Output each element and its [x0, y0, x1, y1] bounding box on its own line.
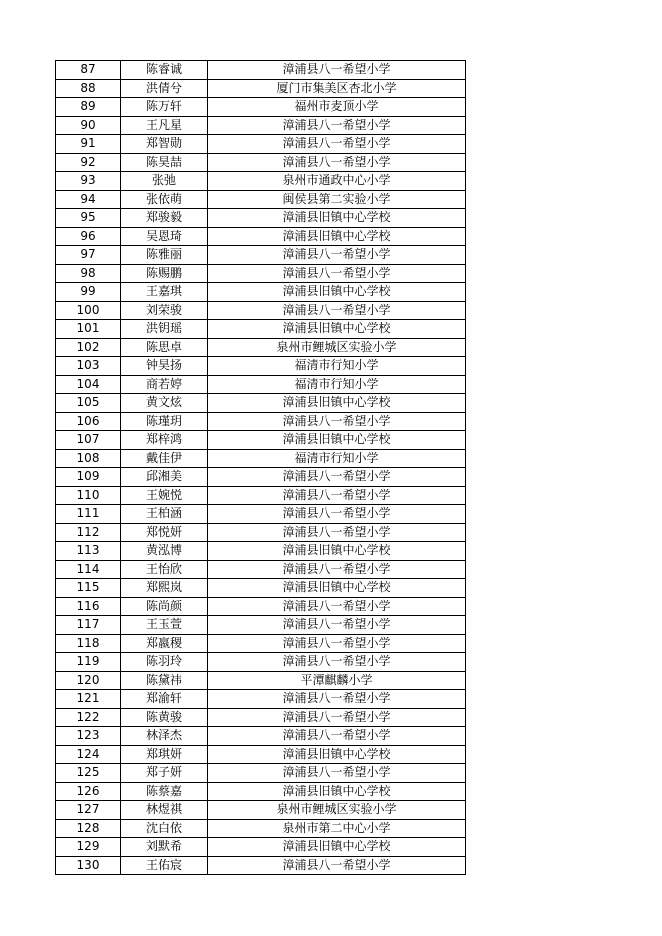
student-name: 戴佳伊: [121, 449, 208, 468]
row-number: 123: [56, 727, 121, 746]
row-number: 94: [56, 190, 121, 209]
table-row: [56, 79, 466, 98]
school-name: 漳浦县旧镇中心学校: [208, 542, 466, 561]
school-name: 泉州市第二中心小学: [208, 819, 466, 838]
student-name: 郑熙岚: [121, 579, 208, 598]
row-number: 115: [56, 579, 121, 598]
row-number: 124: [56, 745, 121, 764]
student-name: 钟昊扬: [121, 357, 208, 376]
row-number: 113: [56, 542, 121, 561]
school-name: 漳浦县八一希望小学: [208, 653, 466, 672]
student-name: 王玉萱: [121, 616, 208, 635]
student-name: 郑悦妍: [121, 523, 208, 542]
table-row: [56, 597, 466, 616]
row-number: 117: [56, 616, 121, 635]
table-row: [56, 172, 466, 191]
student-name: 陈蔡嘉: [121, 782, 208, 801]
school-name: 漳浦县八一希望小学: [208, 505, 466, 524]
table-row: [56, 486, 466, 505]
row-number: 119: [56, 653, 121, 672]
student-name: 陈羽玲: [121, 653, 208, 672]
table-row: [56, 375, 466, 394]
row-number: 89: [56, 98, 121, 117]
table-row: [56, 856, 466, 875]
table-row: [56, 468, 466, 487]
row-number: 130: [56, 856, 121, 875]
student-name: 陈睿诚: [121, 61, 208, 80]
school-name: 漳浦县八一希望小学: [208, 412, 466, 431]
row-number: 128: [56, 819, 121, 838]
row-number: 99: [56, 283, 121, 302]
row-number: 91: [56, 135, 121, 154]
school-name: 平潭麒麟小学: [208, 671, 466, 690]
school-name: 漳浦县八一希望小学: [208, 856, 466, 875]
school-name: 漳浦县八一希望小学: [208, 523, 466, 542]
table-row: [56, 338, 466, 357]
school-name: 漳浦县八一希望小学: [208, 690, 466, 709]
school-name: 漳浦县八一希望小学: [208, 264, 466, 283]
school-name: 漳浦县旧镇中心学校: [208, 838, 466, 857]
row-number: 121: [56, 690, 121, 709]
table-row: [56, 227, 466, 246]
row-number: 90: [56, 116, 121, 135]
row-number: 122: [56, 708, 121, 727]
table-row: [56, 690, 466, 709]
student-name: 王怡欣: [121, 560, 208, 579]
table-row: [56, 320, 466, 339]
row-number: 97: [56, 246, 121, 265]
school-name: 漳浦县八一希望小学: [208, 708, 466, 727]
student-name: 郑骏毅: [121, 209, 208, 228]
student-table: [55, 60, 466, 875]
school-name: 漳浦县八一希望小学: [208, 135, 466, 154]
school-name: 漳浦县八一希望小学: [208, 764, 466, 783]
row-number: 129: [56, 838, 121, 857]
table-row: [56, 708, 466, 727]
row-number: 127: [56, 801, 121, 820]
student-name: 洪钥瑶: [121, 320, 208, 339]
row-number: 111: [56, 505, 121, 524]
student-name: 陈昊喆: [121, 153, 208, 172]
table-row: [56, 801, 466, 820]
table-row: [56, 264, 466, 283]
row-number: 96: [56, 227, 121, 246]
table-row: [56, 560, 466, 579]
table-row: [56, 98, 466, 117]
table-row: [56, 449, 466, 468]
row-number: 105: [56, 394, 121, 413]
student-name: 陈思卓: [121, 338, 208, 357]
table-row: [56, 505, 466, 524]
school-name: 漳浦县八一希望小学: [208, 634, 466, 653]
table-row: [56, 61, 466, 80]
school-name: 福清市行知小学: [208, 357, 466, 376]
student-name: 邱湘美: [121, 468, 208, 487]
school-name: 漳浦县旧镇中心学校: [208, 579, 466, 598]
row-number: 106: [56, 412, 121, 431]
school-name: 福清市行知小学: [208, 375, 466, 394]
row-number: 100: [56, 301, 121, 320]
row-number: 87: [56, 61, 121, 80]
table-row: [56, 764, 466, 783]
school-name: 漳浦县八一希望小学: [208, 153, 466, 172]
school-name: 漳浦县旧镇中心学校: [208, 745, 466, 764]
row-number: 101: [56, 320, 121, 339]
student-name: 王柏涵: [121, 505, 208, 524]
student-name: 沈白依: [121, 819, 208, 838]
row-number: 109: [56, 468, 121, 487]
table-row: [56, 634, 466, 653]
school-name: 泉州市鲤城区实验小学: [208, 801, 466, 820]
table-row: [56, 542, 466, 561]
school-name: 漳浦县八一希望小学: [208, 468, 466, 487]
school-name: 漳浦县八一希望小学: [208, 727, 466, 746]
table-row: [56, 671, 466, 690]
student-name: 陈瑾玥: [121, 412, 208, 431]
student-name: 林煜祺: [121, 801, 208, 820]
student-name: 王婉悦: [121, 486, 208, 505]
school-name: 泉州市通政中心小学: [208, 172, 466, 191]
row-number: 93: [56, 172, 121, 191]
table-row: [56, 616, 466, 635]
table-body: [56, 61, 466, 875]
row-number: 88: [56, 79, 121, 98]
student-name: 陈赐鹏: [121, 264, 208, 283]
row-number: 92: [56, 153, 121, 172]
row-number: 108: [56, 449, 121, 468]
row-number: 104: [56, 375, 121, 394]
table-row: [56, 283, 466, 302]
row-number: 112: [56, 523, 121, 542]
school-name: 闽侯县第二实验小学: [208, 190, 466, 209]
school-name: 福州市麦顶小学: [208, 98, 466, 117]
table-row: [56, 579, 466, 598]
student-name: 黄泓博: [121, 542, 208, 561]
school-name: 漳浦县八一希望小学: [208, 616, 466, 635]
table-row: [56, 190, 466, 209]
school-name: 厦门市集美区杏北小学: [208, 79, 466, 98]
table-row: [56, 394, 466, 413]
student-name: 刘荣骏: [121, 301, 208, 320]
student-name: 黄文炫: [121, 394, 208, 413]
school-name: 漳浦县八一希望小学: [208, 116, 466, 135]
student-name: 郑渝轩: [121, 690, 208, 709]
student-name: 陈尚颜: [121, 597, 208, 616]
student-name: 王凡星: [121, 116, 208, 135]
student-name: 刘默希: [121, 838, 208, 857]
student-name: 洪倩兮: [121, 79, 208, 98]
student-name: 林泽杰: [121, 727, 208, 746]
table-row: [56, 135, 466, 154]
school-name: 漳浦县旧镇中心学校: [208, 782, 466, 801]
school-name: 漳浦县旧镇中心学校: [208, 209, 466, 228]
row-number: 126: [56, 782, 121, 801]
table-row: [56, 653, 466, 672]
table-row: [56, 116, 466, 135]
row-number: 107: [56, 431, 121, 450]
school-name: 漳浦县旧镇中心学校: [208, 431, 466, 450]
table-row: [56, 745, 466, 764]
table-row: [56, 357, 466, 376]
row-number: 125: [56, 764, 121, 783]
student-name: 商若婷: [121, 375, 208, 394]
table-row: [56, 523, 466, 542]
student-name: 张依萌: [121, 190, 208, 209]
row-number: 95: [56, 209, 121, 228]
school-name: 漳浦县八一希望小学: [208, 61, 466, 80]
table-row: [56, 246, 466, 265]
row-number: 118: [56, 634, 121, 653]
school-name: 漳浦县旧镇中心学校: [208, 227, 466, 246]
row-number: 114: [56, 560, 121, 579]
school-name: 漳浦县八一希望小学: [208, 597, 466, 616]
row-number: 120: [56, 671, 121, 690]
table-row: [56, 153, 466, 172]
student-name: 陈黄骏: [121, 708, 208, 727]
student-name: 郑梓鸿: [121, 431, 208, 450]
row-number: 103: [56, 357, 121, 376]
school-name: 漳浦县旧镇中心学校: [208, 320, 466, 339]
table-row: [56, 727, 466, 746]
student-name: 郑子妍: [121, 764, 208, 783]
school-name: 漳浦县八一希望小学: [208, 560, 466, 579]
table-row: [56, 412, 466, 431]
student-name: 郑智勋: [121, 135, 208, 154]
school-name: 泉州市鲤城区实验小学: [208, 338, 466, 357]
school-name: 漳浦县八一希望小学: [208, 246, 466, 265]
school-name: 福清市行知小学: [208, 449, 466, 468]
row-number: 110: [56, 486, 121, 505]
student-name: 郑琪妍: [121, 745, 208, 764]
student-name: 郑嬴稷: [121, 634, 208, 653]
table-row: [56, 209, 466, 228]
table-row: [56, 782, 466, 801]
school-name: 漳浦县旧镇中心学校: [208, 283, 466, 302]
row-number: 116: [56, 597, 121, 616]
school-name: 漳浦县旧镇中心学校: [208, 394, 466, 413]
table-row: [56, 301, 466, 320]
school-name: 漳浦县八一希望小学: [208, 486, 466, 505]
table-row: [56, 431, 466, 450]
school-name: 漳浦县八一希望小学: [208, 301, 466, 320]
row-number: 98: [56, 264, 121, 283]
student-name: 王佑宸: [121, 856, 208, 875]
student-name: 陈万轩: [121, 98, 208, 117]
student-name: 陈黛祎: [121, 671, 208, 690]
student-name: 王嘉琪: [121, 283, 208, 302]
table-row: [56, 838, 466, 857]
row-number: 102: [56, 338, 121, 357]
student-name: 陈雅丽: [121, 246, 208, 265]
student-name: 吴恩琦: [121, 227, 208, 246]
student-name: 张弛: [121, 172, 208, 191]
table-row: [56, 819, 466, 838]
